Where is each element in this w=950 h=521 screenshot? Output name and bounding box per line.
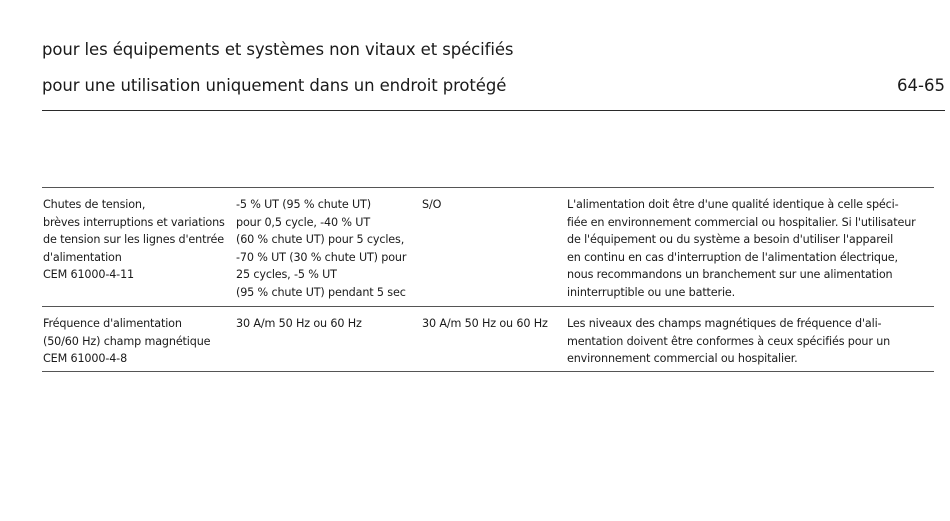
cell-line: CEM 61000-4-8 bbox=[43, 352, 128, 366]
test-level-cell bbox=[236, 196, 406, 302]
cell-line: de l'équipement ou du système a besoin d'utiliser l'appareil bbox=[567, 233, 894, 247]
emc-immunity-table bbox=[42, 187, 934, 372]
compliance-cell bbox=[422, 315, 548, 333]
cell-line: d'alimentation bbox=[43, 250, 122, 264]
cell-line: CEM 61000-4-11 bbox=[43, 268, 135, 282]
compliance-cell bbox=[422, 196, 441, 214]
cell-line: mentation doivent être conformes à ceux spécifiés pour un bbox=[567, 334, 891, 348]
cell-line: brèves interruptions et variations bbox=[43, 215, 225, 229]
guidance-cell bbox=[567, 315, 890, 368]
cell-line: L'alimentation doit être d'une qualité identique à celle spéci- bbox=[567, 198, 899, 211]
table-row bbox=[42, 188, 934, 307]
cell-line: pour 0,5 cycle, -40 % UT bbox=[236, 215, 371, 229]
phenomenon-cell bbox=[43, 196, 225, 284]
cell-line: nous recommandons un branchement sur une alimentation bbox=[567, 268, 893, 282]
cell-line: Fréquence d'alimentation bbox=[43, 317, 182, 330]
header-title-line-1: pour les équipements et systèmes non vitaux et spécifiés bbox=[42, 40, 514, 59]
cell-line: 30 A/m 50 Hz ou 60 Hz bbox=[236, 317, 362, 330]
cell-line: environnement commercial ou hospitalier. bbox=[567, 352, 798, 366]
cell-line: 25 cycles, -5 % UT bbox=[236, 268, 337, 282]
page-header bbox=[42, 38, 945, 111]
header-title-line-2: pour une utilisation uniquement dans un endroit protégé bbox=[42, 76, 507, 95]
cell-line: S/O bbox=[422, 198, 442, 211]
guidance-cell bbox=[567, 196, 916, 302]
cell-line: Chutes de tension, bbox=[43, 198, 146, 211]
page-number: 64-65 bbox=[897, 76, 945, 95]
cell-line: de tension sur les lignes d'entrée bbox=[43, 233, 225, 247]
cell-line: 30 A/m 50 Hz ou 60 Hz bbox=[422, 317, 548, 330]
cell-line: -70 % UT (30 % chute UT) pour bbox=[236, 250, 407, 264]
phenomenon-cell bbox=[43, 315, 210, 368]
test-level-cell bbox=[236, 315, 362, 333]
cell-line: Les niveaux des champs magnétiques de fréquence d'ali- bbox=[567, 317, 882, 330]
cell-line: ininterruptible ou une batterie. bbox=[567, 285, 736, 299]
table-row bbox=[42, 307, 934, 372]
cell-line: fiée en environnement commercial ou hospitalier. Si l'utilisateur bbox=[567, 215, 916, 229]
cell-line: (60 % chute UT) pour 5 cycles, bbox=[236, 233, 405, 247]
cell-line: (95 % chute UT) pendant 5 sec bbox=[236, 285, 406, 299]
cell-line: (50/60 Hz) champ magnétique bbox=[43, 334, 211, 348]
cell-line: en continu en cas d'interruption de l'alimentation électrique, bbox=[567, 250, 898, 264]
cell-line: -5 % UT (95 % chute UT) bbox=[236, 198, 371, 211]
